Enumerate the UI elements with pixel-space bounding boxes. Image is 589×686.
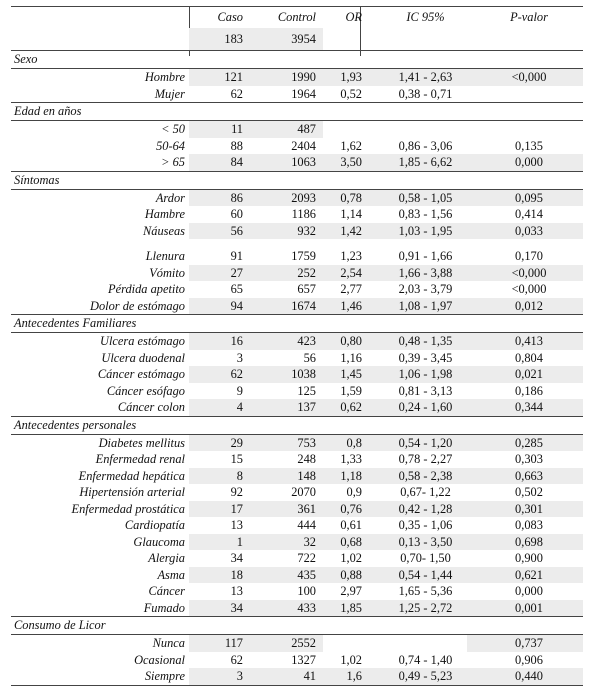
totals-row [11, 28, 583, 51]
row-label: Hombre [144, 70, 185, 84]
cell-ic [378, 121, 467, 138]
table-row [11, 583, 583, 600]
cell-p: 0,186 [515, 383, 543, 398]
cell-control: 932 [250, 223, 323, 240]
row-label: Cáncer colon [117, 400, 185, 414]
cell-caso: 91 [230, 249, 243, 263]
cell-ic: 1,03 - 1,95 [378, 223, 467, 240]
table-row [11, 517, 583, 534]
cell-ic: 0,48 - 1,35 [378, 333, 467, 350]
cell-ic: 0,35 - 1,06 [398, 518, 453, 532]
cell-control: 248 [297, 452, 316, 466]
cell-or: 0,78 [323, 190, 378, 207]
row-label: Glaucoma [133, 534, 185, 549]
cell-control: 2552 [250, 635, 323, 652]
cell-or: 0,68 [323, 534, 378, 551]
cell-p: 0,012 [467, 298, 583, 315]
cell-control: 753 [250, 435, 323, 452]
row-label: Alergia [148, 551, 185, 565]
table-row [11, 534, 583, 551]
cell-caso: 3 [189, 668, 250, 685]
row-label: < 50 [161, 122, 185, 136]
cell-p: 0,301 [467, 501, 583, 518]
table-row [11, 652, 583, 669]
cell-caso: 1 [189, 534, 250, 551]
header-label-cell [11, 6, 189, 28]
cell-or: 3,50 [323, 154, 378, 171]
table-row [11, 298, 583, 316]
cell-ic: 0,13 - 3,50 [378, 534, 467, 551]
cell-control: 41 [250, 668, 323, 685]
cell-caso: 16 [189, 333, 250, 350]
cell-caso: 117 [189, 635, 250, 652]
cell-p: 0,804 [515, 350, 543, 365]
cell-or: 1,33 [340, 452, 362, 466]
table-row [11, 600, 583, 618]
cell-caso: 62 [230, 86, 243, 101]
cell-or [323, 635, 378, 652]
header-p: P-valor [510, 10, 548, 24]
cell-p: 0,000 [515, 584, 543, 598]
cell-caso: 4 [189, 399, 250, 416]
header-caso: Caso [217, 10, 243, 24]
cell-p: 0,502 [515, 485, 543, 499]
table-row [11, 399, 583, 417]
cell-caso: 62 [189, 366, 250, 383]
row-label: Pérdida apetito [108, 282, 185, 296]
cell-caso: 18 [189, 567, 250, 584]
cell-ic: 0,42 - 1,28 [378, 501, 467, 518]
cell-control: 1674 [250, 298, 323, 315]
cell-or: 1,16 [340, 350, 362, 365]
cell-ic: 0,38 - 0,71 [398, 86, 453, 101]
table-row [11, 567, 583, 584]
section-header: Antecedentes Familiares [11, 315, 583, 333]
total-caso: 183 [189, 28, 250, 50]
table-row [11, 550, 583, 567]
table-body [11, 51, 583, 686]
header-row [11, 6, 583, 28]
section-header: Síntomas [11, 172, 583, 190]
cell-ic: 0,54 - 1,20 [378, 435, 467, 452]
cell-or: 0,52 [340, 86, 362, 101]
header-or: OR [345, 10, 362, 24]
row-label: Diabetes mellitus [98, 435, 185, 450]
row-spacer [11, 239, 583, 248]
cell-p: 0,095 [467, 190, 583, 207]
row-label: 50-64 [156, 138, 185, 153]
cell-p: 0,135 [515, 138, 543, 153]
cell-caso: 8 [189, 468, 250, 485]
row-label: Siempre [144, 669, 185, 683]
cell-caso: 17 [189, 501, 250, 518]
table-row [11, 435, 583, 452]
cell-p: 0,698 [467, 534, 583, 551]
table-row [11, 366, 583, 383]
cell-or: 0,76 [323, 501, 378, 518]
row-label: Nunca [152, 636, 185, 650]
cell-control: 2093 [250, 190, 323, 207]
cell-or: 0,61 [340, 518, 362, 532]
cell-p: 0,170 [515, 249, 543, 263]
cell-control: 487 [250, 121, 323, 138]
row-label: Ardor [155, 190, 185, 205]
cell-p: 0,737 [467, 635, 583, 652]
row-label: Dolor de estómago [90, 298, 185, 313]
cell-or: 1,45 [323, 366, 378, 383]
cell-control: 444 [297, 518, 316, 532]
table-row [11, 668, 583, 686]
row-label: Cardiopatía [124, 518, 185, 532]
cell-caso: 56 [189, 223, 250, 240]
cell-ic: 0,86 - 3,06 [398, 138, 453, 153]
table-row [11, 121, 583, 138]
cell-control: 32 [250, 534, 323, 551]
cell-or: 1,02 [340, 551, 362, 565]
cell-control: 125 [297, 383, 316, 398]
cell-p: 0,663 [467, 468, 583, 485]
cell-p: 0,021 [467, 366, 583, 383]
cell-caso: 86 [189, 190, 250, 207]
cell-caso: 60 [230, 207, 243, 221]
cell-or: 0,9 [346, 485, 362, 499]
cell-ic: 0,67- 1,22 [400, 485, 451, 499]
cell-or: 1,02 [340, 652, 362, 667]
section-header: Sexo [11, 51, 583, 69]
row-label: Hambre [144, 207, 185, 221]
cell-p: 0,000 [467, 154, 583, 171]
cell-ic: 0,81 - 3,13 [398, 383, 453, 398]
table-row [11, 451, 583, 468]
cell-ic: 0,39 - 3,45 [398, 350, 453, 365]
row-label: Hipertensión arterial [79, 485, 185, 499]
cell-ic: 0,74 - 1,40 [398, 652, 453, 667]
table-row [11, 154, 583, 172]
cell-control: 435 [250, 567, 323, 584]
row-label: Náuseas [143, 223, 185, 238]
row-label: Enfermedad hepática [78, 468, 185, 483]
cell-caso: 13 [230, 584, 243, 598]
cell-ic: 1,06 - 1,98 [378, 366, 467, 383]
cell-or: 1,85 [323, 600, 378, 617]
cell-or: 1,18 [323, 468, 378, 485]
odds-ratio-table [11, 6, 583, 686]
cell-ic: 1,41 - 2,63 [378, 69, 467, 86]
cell-caso: 92 [230, 485, 243, 499]
cell-or: 2,77 [340, 282, 362, 296]
cell-p: <0,000 [511, 282, 547, 296]
cell-p: 0,440 [467, 668, 583, 685]
table-row [11, 484, 583, 501]
cell-control: 433 [250, 600, 323, 617]
table-row [11, 383, 583, 400]
cell-caso: 11 [189, 121, 250, 138]
header-ic: IC 95% [406, 10, 445, 24]
cell-ic: 0,58 - 2,38 [378, 468, 467, 485]
cell-caso: 34 [189, 600, 250, 617]
cell-or: 0,80 [323, 333, 378, 350]
table-row [11, 206, 583, 223]
cell-ic: 1,66 - 3,88 [378, 265, 467, 282]
row-label: Cáncer esófago [106, 383, 185, 398]
row-label: Ulcera duodenal [101, 350, 185, 365]
row-label: Llenura [145, 249, 185, 263]
cell-or: 1,62 [340, 138, 362, 153]
cell-caso: 9 [236, 383, 243, 398]
cell-or: 1,23 [340, 249, 362, 263]
cell-control: 2404 [291, 138, 316, 153]
cell-ic: 0,58 - 1,05 [378, 190, 467, 207]
header-control: Control [277, 10, 316, 24]
total-control: 3954 [250, 28, 323, 50]
cell-control: 1990 [250, 69, 323, 86]
cell-control: 100 [297, 584, 316, 598]
cell-or: 1,14 [340, 207, 362, 221]
cell-ic: 1,08 - 1,97 [378, 298, 467, 315]
cell-ic: 0,54 - 1,44 [378, 567, 467, 584]
table-row [11, 138, 583, 155]
row-label: Ocasional [134, 652, 185, 667]
cell-ic: 1,25 - 2,72 [378, 600, 467, 617]
row-label: Asma [157, 567, 185, 582]
cell-ic: 1,65 - 5,36 [398, 584, 453, 598]
cell-control: 1038 [250, 366, 323, 383]
cell-or: 1,93 [323, 69, 378, 86]
table-row [11, 223, 583, 240]
table-row [11, 190, 583, 207]
cell-control: 56 [303, 350, 316, 365]
row-label: Cáncer estómago [97, 367, 185, 381]
cell-p: 0,621 [467, 567, 583, 584]
row-label: Mujer [154, 86, 185, 101]
cell-p: 0,033 [467, 223, 583, 240]
cell-or: 1,42 [323, 223, 378, 240]
cell-or: 1,59 [340, 383, 362, 398]
cell-control: 657 [297, 282, 316, 296]
table-row [11, 468, 583, 485]
cell-caso: 94 [189, 298, 250, 315]
cell-p: 0,285 [467, 435, 583, 452]
table-row [11, 635, 583, 652]
cell-p: 0,083 [515, 518, 543, 532]
cell-or: 0,88 [323, 567, 378, 584]
cell-p: 0,344 [467, 399, 583, 416]
cell-ic: 0,49 - 5,23 [378, 668, 467, 685]
row-label: Cáncer [148, 584, 185, 598]
cell-caso: 3 [236, 350, 243, 365]
cell-caso: 62 [230, 652, 243, 667]
row-label: Enfermedad prostática [71, 501, 185, 516]
cell-or: 2,54 [323, 265, 378, 282]
cell-control: 1186 [291, 207, 316, 221]
cell-or: 0,8 [323, 435, 378, 452]
cell-caso: 29 [189, 435, 250, 452]
cell-p: <0,000 [467, 69, 583, 86]
cell-ic: 1,85 - 6,62 [378, 154, 467, 171]
cell-p: 0,900 [515, 551, 543, 565]
table-row [11, 69, 583, 86]
table-row [11, 281, 583, 298]
cell-caso: 34 [230, 551, 243, 565]
cell-p [467, 86, 583, 103]
cell-control: 2070 [291, 485, 316, 499]
cell-caso: 27 [189, 265, 250, 282]
cell-control: 722 [297, 551, 316, 565]
cell-or: 2,97 [340, 584, 362, 598]
cell-p: 0,001 [467, 600, 583, 617]
cell-control: 137 [250, 399, 323, 416]
cell-p: 0,303 [515, 452, 543, 466]
cell-control: 1964 [291, 86, 316, 101]
section-header: Consumo de Licor [11, 617, 583, 635]
cell-p: 0,906 [515, 652, 543, 667]
cell-p: 0,413 [467, 333, 583, 350]
cell-caso: 84 [189, 154, 250, 171]
cell-ic [378, 635, 467, 652]
cell-control: 1063 [250, 154, 323, 171]
cell-caso: 121 [189, 69, 250, 86]
cell-ic: 0,24 - 1,60 [378, 399, 467, 416]
totals-label-cell [11, 28, 189, 50]
cell-ic: 0,91 - 1,66 [398, 249, 453, 263]
cell-control: 1759 [291, 249, 316, 263]
cell-ic: 0,78 - 2,27 [398, 452, 453, 466]
table-row [11, 86, 583, 104]
cell-caso: 65 [230, 282, 243, 296]
row-label: Vómito [149, 265, 185, 280]
cell-p [467, 121, 583, 138]
row-label: Enfermedad renal [95, 452, 185, 466]
cell-control: 1327 [291, 652, 316, 667]
cell-ic: 2,03 - 3,79 [398, 282, 453, 296]
section-header: Edad en años [11, 103, 583, 121]
cell-caso: 88 [230, 138, 243, 153]
table-row [11, 333, 583, 350]
cell-control: 148 [250, 468, 323, 485]
table-row [11, 350, 583, 367]
cell-control: 423 [250, 333, 323, 350]
section-header: Antecedentes personales [11, 417, 583, 435]
table-row [11, 248, 583, 265]
cell-p: <0,000 [467, 265, 583, 282]
cell-or [323, 121, 378, 138]
cell-p: 0,414 [515, 207, 543, 221]
cell-caso: 15 [230, 452, 243, 466]
row-label: Fumado [143, 600, 185, 615]
row-label: > 65 [161, 155, 185, 169]
cell-control: 361 [250, 501, 323, 518]
table-row [11, 265, 583, 282]
cell-ic: 0,70- 1,50 [400, 551, 451, 565]
table-row [11, 501, 583, 518]
cell-ic: 0,83 - 1,56 [398, 207, 453, 221]
cell-caso: 13 [230, 518, 243, 532]
cell-control: 252 [250, 265, 323, 282]
row-label: Ulcera estómago [100, 334, 185, 348]
cell-or: 1,46 [323, 298, 378, 315]
cell-or: 1,6 [323, 668, 378, 685]
cell-or: 0,62 [323, 399, 378, 416]
